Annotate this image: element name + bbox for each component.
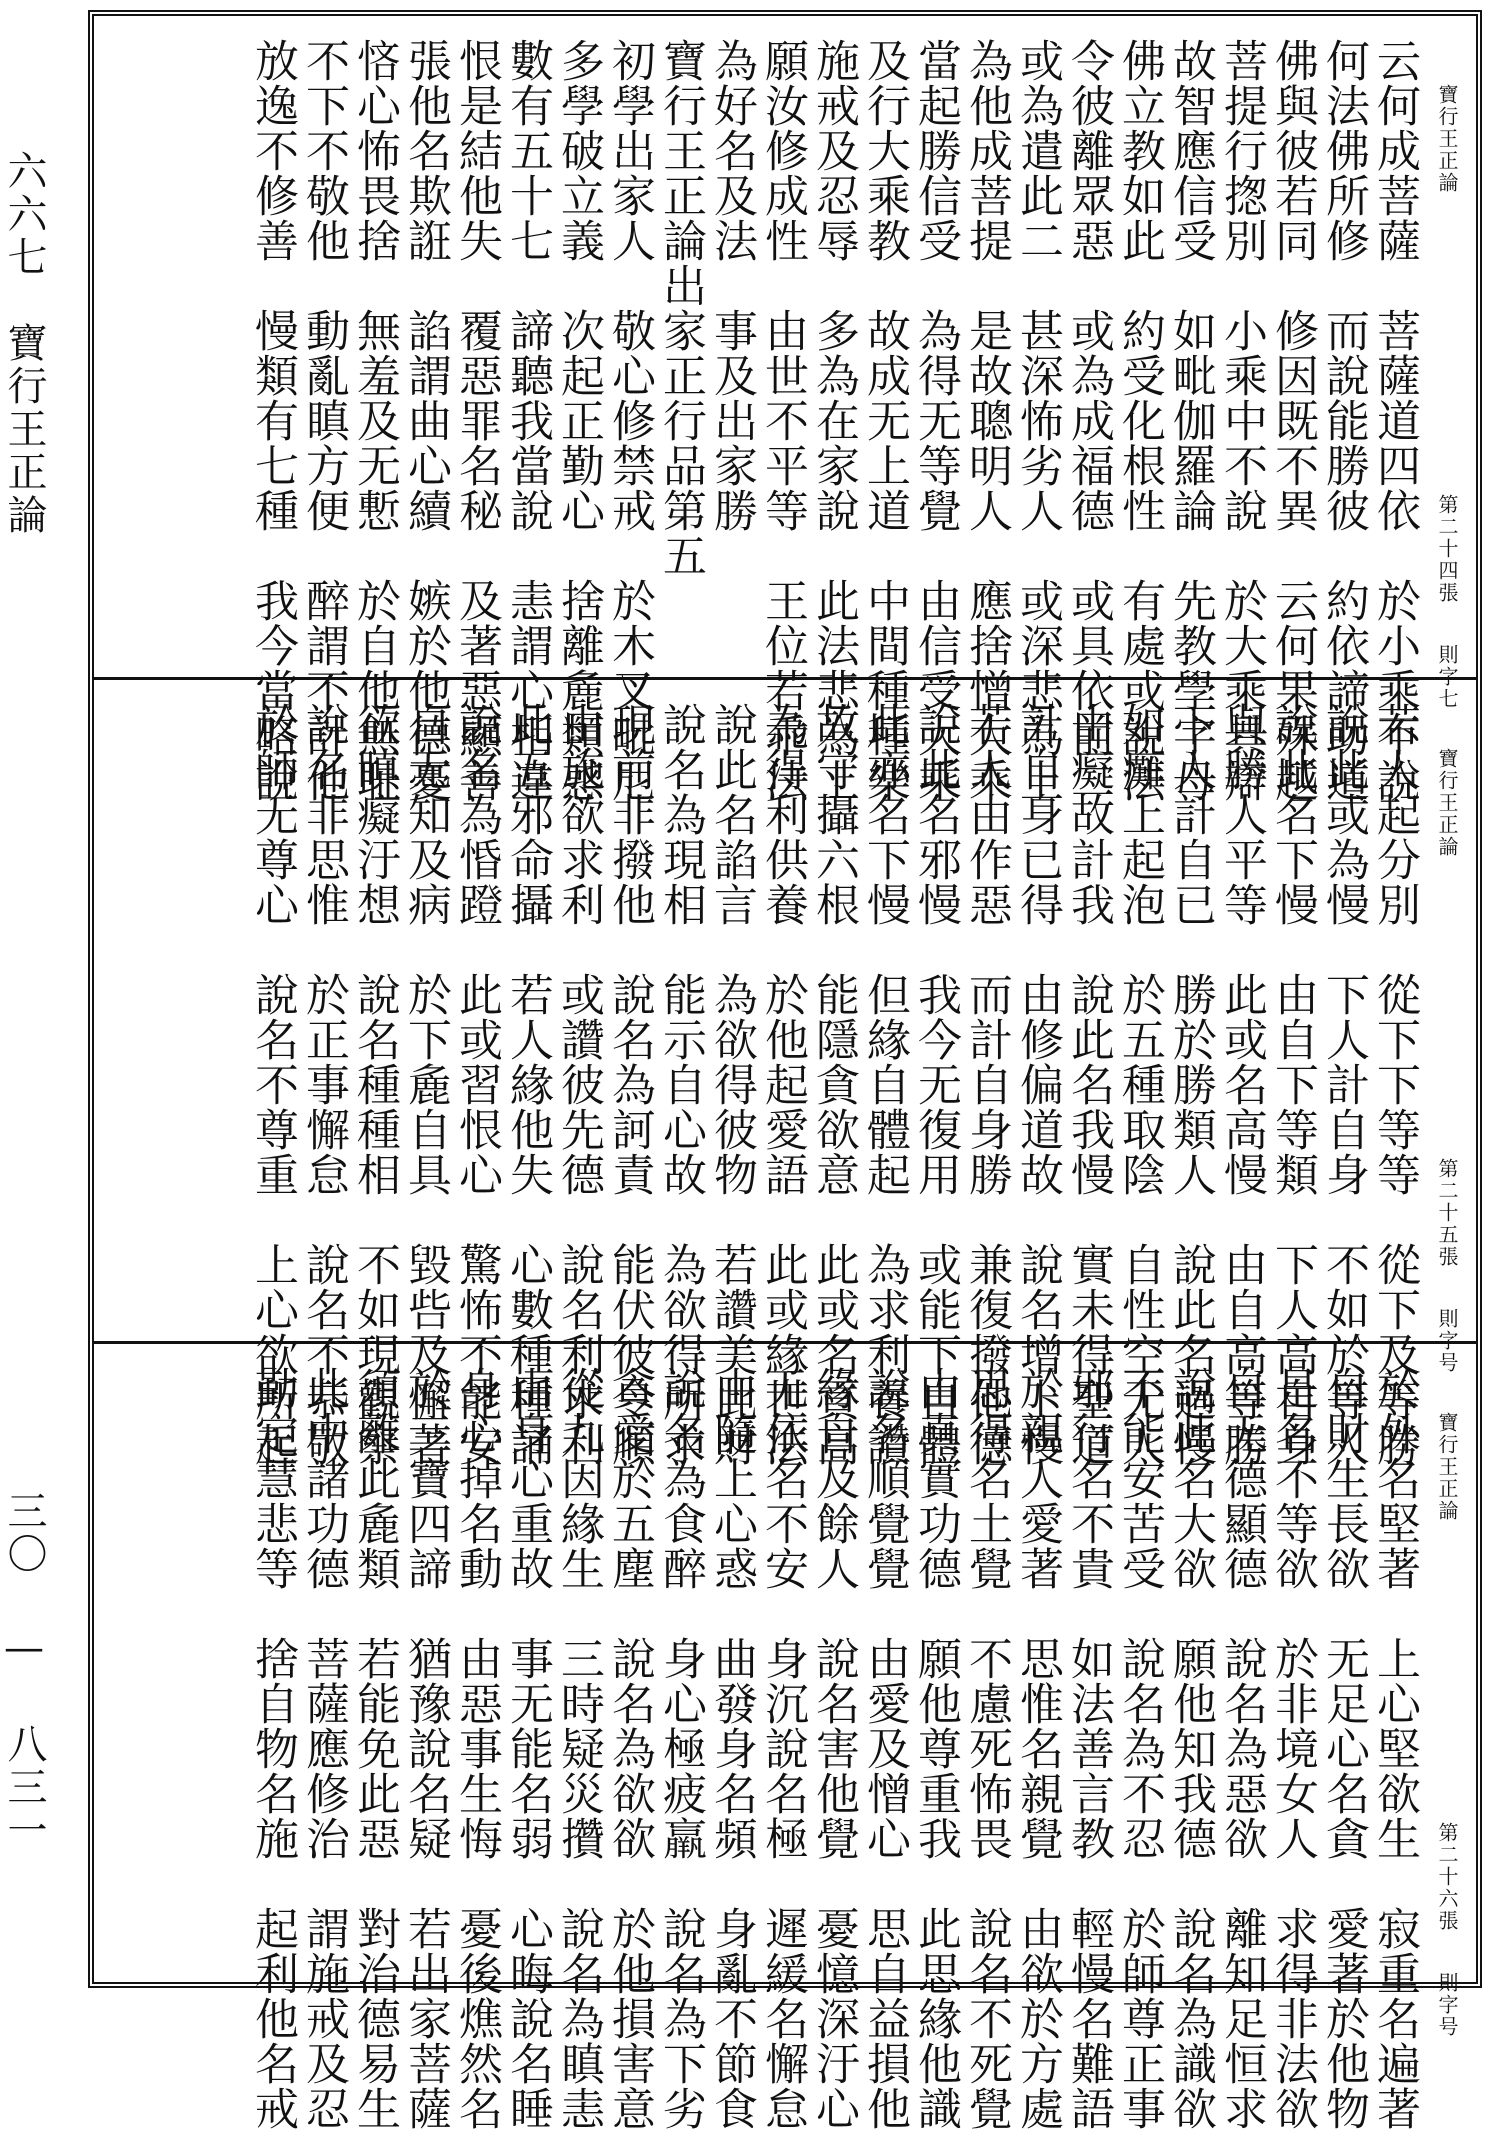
fold-title: 寶行王正論 <box>1435 1412 1459 1522</box>
fold-mark: 則字号 <box>1435 1972 1459 2038</box>
text-column: 須離此麁類 若能免此惡 對治德易生 <box>349 1366 400 2131</box>
text-column: 若人起分別 從下下等等 從下及等勝 <box>1369 702 1420 1467</box>
text-column: 說名非思惟 於正事懈怠 說名不恭敬 <box>298 702 349 1467</box>
fold-caption <box>1433 84 1462 710</box>
text-column: 說名為現相 能示自心故 為欲得所求 <box>655 702 706 1467</box>
text-block-3 <box>94 1344 1476 2131</box>
fold-sheet-number: 第二十四張 <box>1435 494 1459 604</box>
text-column: 說此名下慢 由自下等類 下人高自身 <box>1267 702 1318 1467</box>
text-column: 无依名不安 身沉說名極 遲緩名懈怠 <box>757 1366 808 2131</box>
text-column: 由身心重故 事无能名弱 心晦說名睡 <box>502 1366 553 2131</box>
text-column: 令彼離眾惡 或為成福德 或具依前二 <box>1063 38 1114 803</box>
text-column: 說此名諂言 為欲得彼物 若讚美此財 <box>706 702 757 1467</box>
text-column: 佛立教如此 約受化根性 有處或說法 <box>1114 38 1165 803</box>
text-column: 貪愛於五塵 說名為欲欲 於他損害意 <box>604 1366 655 2131</box>
text-column: 於外名堅著 上心堅欲生 寂重名遍著 <box>1369 1366 1420 2131</box>
chapter-heading: 寶行王正論出家正行品第五 <box>655 38 706 578</box>
text-column: 何法佛所修 而說能勝彼 約依諦助道 <box>1318 38 1369 803</box>
margin-caption-left: 六六七 寶行王正論 <box>1 150 47 537</box>
text-column: 於三寶四諦 猶豫說名疑 若出家菩薩 <box>400 1366 451 2131</box>
text-column: 勤定慧悲等 捨自物名施 起利他名戒 <box>247 1366 298 2131</box>
text-column: 或為遣此二 甚深怖劣人 或深悲為上 <box>1012 38 1063 803</box>
fold-title: 寶行王正論 <box>1435 84 1459 194</box>
text-column: 佛與彼若同 修因既不異 云何果殊越 <box>1267 38 1318 803</box>
text-column: 當起勝信受 為得无等覺 由信受大乘 <box>910 38 961 803</box>
text-column: 由隨上心惑 曲發身名頻 身亂不節食 <box>706 1366 757 2131</box>
text-column: 說名為惛蹬 此或習恨心 驚怖不能安 <box>451 702 502 1467</box>
fold-caption <box>1433 1412 1462 2038</box>
text-column: 於師无尊心 說名不尊重 上心欲所起 <box>247 702 298 1467</box>
text-column: 為他成菩提 是故聰明人 應捨憎大乘 <box>961 38 1012 803</box>
text-column: 故守攝六根 能隱貪欲意 此或名貢高 <box>808 702 859 1467</box>
text-column: 由癡故計我 說此名我慢 實未得聖道 <box>1063 702 1114 1467</box>
text-column: 下人計自已 勝於勝類人 說此名過慢 <box>1165 702 1216 1467</box>
fold-sheet-number: 第二十六張 <box>1435 1822 1459 1932</box>
text-column: 與勝人平等 此或名高慢 由自高等勝 <box>1216 702 1267 1467</box>
text-column: 此中諸功德 菩薩應修治 謂施戒及忍 <box>298 1366 349 2131</box>
text-column: 說此或為慢 下人計自身 不如於等人 <box>1318 702 1369 1467</box>
text-column: 自无德顯德 說名為惡欲 離知足恒求 <box>1216 1366 1267 2131</box>
text-column: 於親人愛著 思惟名親覺 由欲於方處 <box>1012 1366 1063 2131</box>
page-frame <box>88 10 1482 2131</box>
margin-caption-right: 三〇 — 八三一 <box>1 1490 47 1852</box>
text-column: 張他名欺誑 諂謂曲心續 嫉於他德憂 <box>400 38 451 803</box>
fold-mark: 則字号 <box>1435 1308 1459 1374</box>
fold-mark: 則字七 <box>1435 644 1459 710</box>
text-column: 多學破立義 次起正勤心 捨離麁類惑 <box>553 38 604 803</box>
text-column: 願汝修成性 由世不平等 王位若乖法 <box>757 38 808 803</box>
text-column: 說名順覺覺 由愛及憎心 思自益損他 <box>859 1366 910 2131</box>
text-column: 現前非撥他 說名為訶責 能伏彼令順 <box>604 702 655 1467</box>
text-column: 若人由作惡 而計自身勝 兼復撥他德 <box>961 702 1012 1467</box>
text-column: 此五邪命攝 若人緣他失 心數種種誦 <box>502 702 553 1467</box>
text-column: 是名不等欲 於非境女人 求得非法欲 <box>1267 1366 1318 2131</box>
text-column: 計自身已得 由修偏道故 說名增上慢 <box>1012 702 1063 1467</box>
text-column: 施戒及忍辱 多為在家說 此法悲為上 <box>808 38 859 803</box>
text-column: 由施欲求利 或讚彼先德 說名利求利 <box>553 702 604 1467</box>
text-column: 云何成菩薩 菩薩道四依 於小乘不說 <box>1369 38 1420 803</box>
text-column: 恨是結他失 覆惡罪名秘 及著惡顯善 <box>451 38 502 803</box>
text-column: 初學出家人 敬心修禁戒 於木叉毗尼 <box>604 38 655 803</box>
text-column: 此亦名下慢 但緣自體起 為求利養讚 <box>859 702 910 1467</box>
text-column: 如癱上起泡 於五種取陰 自性空无人 <box>1114 702 1165 1467</box>
text-column: 思得名土覺 不慮死怖畏 說名不死覺 <box>961 1366 1012 2131</box>
text-column: 邪行名不貴 如法善言教 輕慢名難語 <box>1063 1366 1114 2131</box>
text-column: 說此名大欲 願他知我德 說名為識欲 <box>1165 1366 1216 2131</box>
text-block-1 <box>94 16 1476 803</box>
text-column: 身心掉名動 由惡事生悔 憂後燋然名 <box>451 1366 502 2131</box>
text-column: 及行大乘教 故成无上道 中間種種樂 <box>859 38 910 803</box>
fold-caption <box>1433 748 1462 1374</box>
text-column: 緣自及餘人 說名害他覺 憂憶深汙心 <box>808 1366 859 2131</box>
text-column: 不能安苦受 說名為不忍 於師尊正事 <box>1114 1366 1165 2131</box>
text-column: 菩提行揔別 小乘中不說 於大乘具辯 <box>1216 38 1267 803</box>
text-column: 說此名邪慢 我今无復用 或能下自體 <box>910 702 961 1467</box>
fold-sheet-number: 第二十五張 <box>1435 1158 1459 1268</box>
text-columns <box>247 1366 1420 2131</box>
text-column: 放逸不修善 慢類有七種 我今當略說 <box>247 38 298 803</box>
fold-title: 寶行王正論 <box>1435 748 1459 858</box>
text-column: 故智應信受 如毗伽羅論 先教學字母 <box>1165 38 1216 803</box>
text-block-2 <box>94 680 1476 1467</box>
text-column: 欲瞋癡汙想 說名種種相 不如現觀察 <box>349 702 400 1467</box>
text-column: 由真實功德 願他尊重我 此思緣他識 <box>910 1366 961 2131</box>
text-column: 為得利供養 於他起愛語 此或緣世法 <box>757 702 808 1467</box>
text-column: 說名為食醉 身心極疲羸 說名為下劣 <box>655 1366 706 2131</box>
text-column: 自財生長欲 无足心名貪 愛著於他物 <box>1318 1366 1369 2131</box>
text-column: 為好名及法 事及出家勝 <box>706 38 757 533</box>
text-column: 不下不敬他 動亂瞋方便 醉謂不計他 <box>298 38 349 803</box>
text-column: 從九因緣生 三時疑災攢 說名為瞋恚 <box>553 1366 604 2131</box>
text-column: 數有五十七 諦聽我當說 恚謂心相違 <box>502 38 553 803</box>
text-column: 自无知及病 於下麁自具 毀呰及懈著 <box>400 702 451 1467</box>
text-column: 悋心怖畏捨 無羞及无慙 於自他無耻 <box>349 38 400 803</box>
